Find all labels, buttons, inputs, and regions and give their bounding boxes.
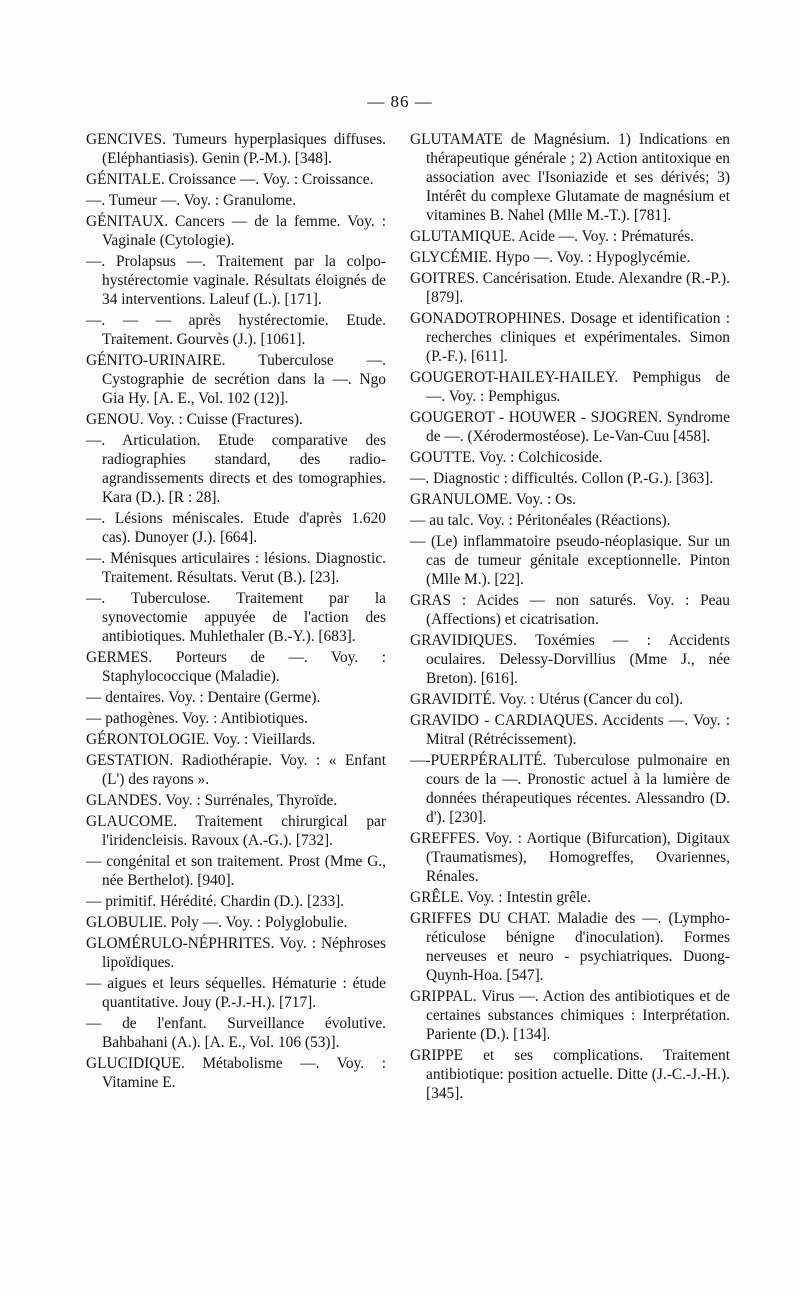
index-entry: GLOBULIE. Poly —. Voy. : Polyglobulie. [86,914,348,931]
index-entry: GÉNITAUX. Cancers — de la femme. Voy. : Vaginale (Cytologie). [86,213,386,249]
index-entry: — aigues et leurs séquelles. Hématurie : étude quantitative. Jouy (P.-J.-H.). [717]. [86,975,386,1011]
index-entry: GRIPPE et ses complications. Traitement antibiotique: position actuelle. Ditte (J.-C.-J.-H.). [345]. [410,1047,730,1102]
index-entry: —. — — après hystérectomie. Etude. Traitement. Gourvès (J.). [1061]. [86,312,386,348]
index-entry: GOITRES. Cancérisation. Etude. Alexandre (R.-P.). [879]. [410,270,730,306]
index-entry: —. Tuberculose. Traitement par la synovectomie appuyée de l'action des antibiotiques. Muhlethaler (B.-Y.). [683]. [86,590,386,645]
index-entry: GÉRONTOLOGIE. Voy. : Vieillards. [86,731,316,748]
left-column [86,130,386,1094]
index-entry: — au talc. Voy. : Péritonéales (Réactions). [410,512,671,529]
index-entry: GRAVIDO - CARDIAQUES. Accidents —. Voy. : Mitral (Rétrécissement). [410,712,730,748]
index-entry: GOUGEROT - HOUWER - SJOGREN. Syndrome de —. (Xérodermostéose). Le-Van-Cuu [458]. [410,409,730,445]
right-column [410,130,730,1105]
index-entry: GLANDES. Voy. : Surrénales, Thyroïde. [86,792,338,809]
page-number: — 86 — [367,92,433,111]
index-entry: —-PUERPÉRALITÉ. Tuberculose pulmonaire en cours de la —. Pronostic actuel à la lumière de données thérapeutiques récentes. Alessandro (D. d'). [230]. [410,752,730,826]
index-entry: —. Lésions méniscales. Etude d'après 1.620 cas). Dunoyer (J.). [664]. [86,510,386,546]
index-entry: GRANULOME. Voy. : Os. [410,491,577,508]
index-entry: GÉNITO-URINAIRE. Tuberculose —. Cystographie de secrétion dans la —. Ngo Gia Hy. [A. E., Vol. 102 (12)]. [86,352,386,407]
index-entry: GOUTTE. Voy. : Colchicoside. [410,449,603,466]
index-entry: —. Ménisques articulaires : lésions. Diagnostic. Traitement. Résultats. Verut (B.). [23]. [86,550,386,586]
index-entry: GERMES. Porteurs de —. Voy. : Staphylococcique (Maladie). [86,649,386,685]
index-entry: —. Diagnostic : difficultés. Collon (P.-G.). [363]. [410,470,714,487]
index-entry: GRAVIDITÉ. Voy. : Utérus (Cancer du col). [410,691,683,708]
index-entry: GLYCÉMIE. Hypo —. Voy. : Hypoglycémie. [410,249,691,266]
index-entry: GENOU. Voy. : Cuisse (Fractures). [86,411,303,428]
index-entry: — congénital et son traitement. Prost (Mme G., née Berthelot). [940]. [86,853,386,889]
index-entry: GESTATION. Radiothérapie. Voy. : « Enfant (L') des rayons ». [86,752,386,788]
index-entry: — dentaires. Voy. : Dentaire (Germe). [86,689,321,706]
index-entry: GRAVIDIQUES. Toxémies — : Accidents oculaires. Delessy-Dorvillius (Mme J., née Breton). [616]. [410,632,730,687]
index-entry: — pathogènes. Voy. : Antibiotiques. [86,710,309,727]
index-entry: — primitif. Hérédité. Chardin (D.). [233]. [86,893,345,910]
index-entry: —. Tumeur —. Voy. : Granulome. [86,192,297,209]
index-entry: GLUTAMIQUE. Acide —. Voy. : Prématurés. [410,228,695,245]
index-entry: GRÊLE. Voy. : Intestin grêle. [410,889,591,906]
index-entry: GONADOTROPHINES. Dosage et identification : recherches cliniques et expérimentales. Simon (P.-F.). [611]. [410,310,730,365]
index-entry: GENCIVES. Tumeurs hyperplasiques diffuses. (Eléphantiasis). Genin (P.-M.). [348]. [86,131,386,167]
index-entry: —. Prolapsus —. Traitement par la colpo-hystérectomie vaginale. Résultats éloignés de 34 interventions. Laleuf (L.). [171]. [86,253,386,308]
index-entry: GLUTAMATE de Magnésium. 1) Indications en thérapeutique générale ; 2) Action antitoxique en association avec l'Isoniazide et ses dérivés; 3) Intérêt du complexe Glutamate de magnésium et vitamines B. Nahel (Mlle M.-T.). [781]. [410,131,730,224]
index-entry: — de l'enfant. Surveillance évolutive. Bahbahani (A.). [A. E., Vol. 106 (53)]. [86,1015,386,1051]
index-entry: — (Le) inflammatoire pseudo-néoplasique. Sur un cas de tumeur génitale exceptionnelle. Pinton (Mlle M.). [22]. [410,533,730,588]
index-entry: GÉNITALE. Croissance —. Voy. : Croissance. [86,171,374,188]
index-entry: GREFFES. Voy. : Aortique (Bifurcation), Digitaux (Traumatismes), Homogreffes, Ovariennes, Rénales. [410,830,730,885]
index-entry: GRIFFES DU CHAT. Maladie des —. (Lympho-réticulose bénigne d'inoculation). Formes nerveuses et neuro - psychiatriques. Duong-Quynh-Hoa. [547]. [410,910,730,984]
index-entry: GRAS : Acides — non saturés. Voy. : Peau (Affections) et cicatrisation. [410,592,730,628]
index-entry: GOUGEROT-HAILEY-HAILEY. Pemphigus de —. Voy. : Pemphigus. [410,369,730,405]
index-entry: GLAUCOME. Traitement chirurgical par l'iridencleisis. Ravoux (A.-G.). [732]. [86,813,386,849]
index-entry: —. Articulation. Etude comparative des radiographies standard, des radio-agrandissements directs et des tomographies. Kara (D.). [R : 28]. [86,432,386,506]
index-entry: GRIPPAL. Virus —. Action des antibiotiques et de certaines substances chimiques : Interprétation. Pariente (D.). [134]. [410,988,730,1043]
index-entry: GLOMÉRULO-NÉPHRITES. Voy. : Néphroses lipoïdiques. [86,935,386,971]
index-entry: GLUCIDIQUE. Métabolisme —. Voy. : Vitamine E. [86,1055,386,1091]
